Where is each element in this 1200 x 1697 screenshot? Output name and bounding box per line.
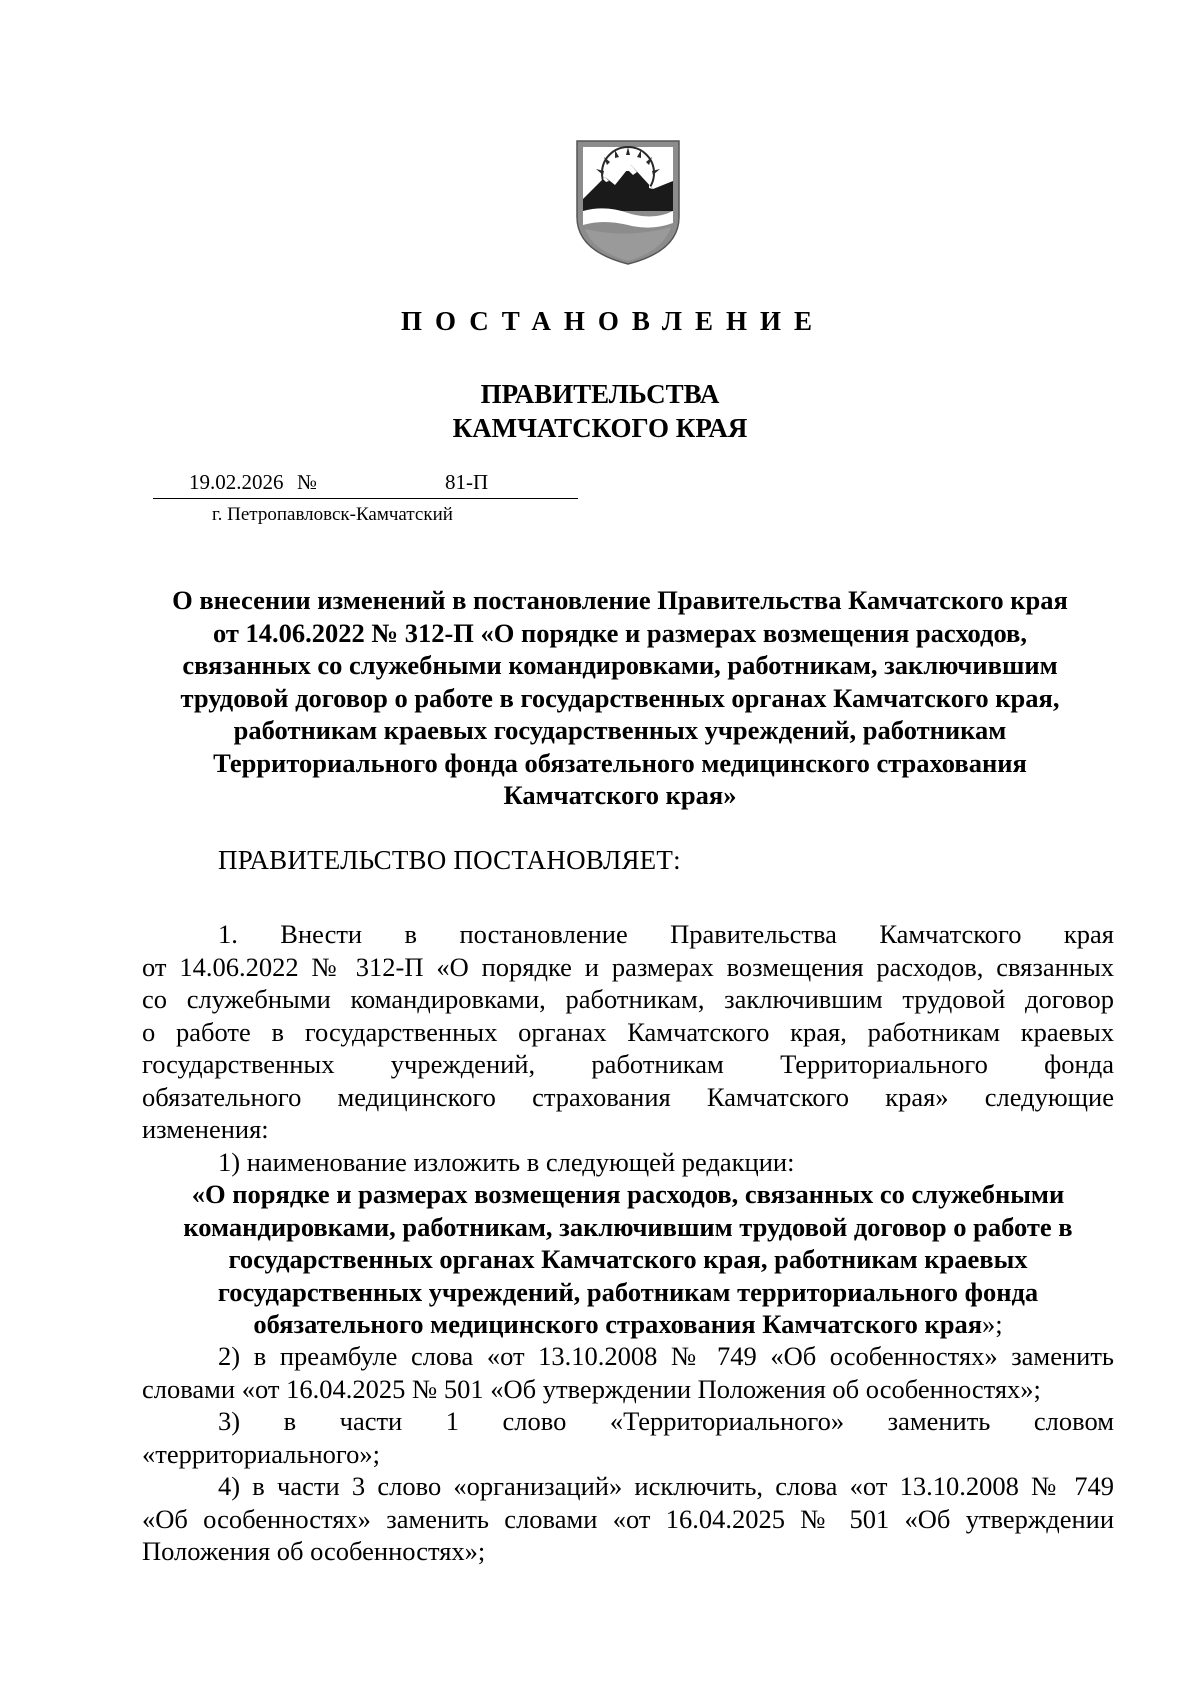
title-line: от 14.06.2022 № 312-П «О порядке и размерах возмещения расходов,	[213, 617, 1027, 648]
issuing-authority	[0, 377, 1200, 445]
title-line: работникам краевых государственных учреждений, работникам	[233, 715, 1007, 745]
title-line: связанных со служебными командировками, работникам, заключившим	[182, 650, 1058, 680]
items-2-4	[142, 1340, 1114, 1568]
new-title-block	[142, 1178, 1114, 1341]
title-line: О внесении изменений в постановление Правительства Камчатского края	[172, 585, 1068, 615]
document-type-heading: ПОСТАНОВЛЕНИЕ	[400, 306, 826, 336]
paragraph-line: 1. Внести в постановление Правительства Камчатского края	[218, 919, 1114, 949]
paragraph-line: государственных учреждений, работникам Территориального фонда	[142, 1049, 1114, 1079]
number-sign: №	[297, 470, 318, 494]
new-title-end-mark: »;	[982, 1309, 1003, 1339]
document-number: 81-П	[445, 470, 489, 494]
item-1-text: 1) наименование изложить в следующей редакции:	[218, 1146, 795, 1177]
resolves-heading: ПРАВИТЕЛЬСТВО ПОСТАНОВЛЯЕТ:	[218, 845, 681, 875]
place-of-issue: г. Петропавловск-Камчатский	[212, 504, 453, 525]
paragraph-line: о работе в государственных органах Камчатского края, работникам краевых	[142, 1016, 1114, 1047]
authority-line: ПРАВИТЕЛЬСТВА	[480, 379, 720, 409]
item-2-line: 2) в преамбуле слова «от 13.10.2008 № 749 «Об особенностях» заменить	[218, 1341, 1114, 1371]
new-title-line: «О порядке и размерах возмещения расходов, связанных со служебными	[191, 1179, 1065, 1209]
item-4-line: 4) в части 3 слово «организаций» исключить, слова «от 13.10.2008 № 749	[218, 1471, 1114, 1501]
authority-line: КАМЧАТСКОГО КРАЯ	[452, 413, 748, 443]
new-title-line: командировками, работникам, заключившим трудовой договор о работе в	[183, 1211, 1073, 1242]
paragraph-line: со служебными командировками, работникам, заключившим трудовой договор	[142, 984, 1114, 1014]
item-3-line: 3) в части 1 слово «Территориального» заменить словом	[218, 1406, 1114, 1436]
paragraph-line: обязательного медицинского страхования Камчатского края» следующие	[142, 1081, 1114, 1112]
paragraph-1	[142, 918, 1114, 1178]
item-2-line: словами «от 16.04.2025 № 501 «Об утверждении Положения об особенностях»;	[142, 1373, 1041, 1404]
new-title-line: государственных учреждений, работникам территориального фонда	[217, 1276, 1039, 1307]
paragraph-line: от 14.06.2022 № 312-П «О порядке и размерах возмещения расходов, связанных	[142, 951, 1114, 982]
new-title-line	[142, 1308, 1114, 1341]
new-title-line: государственных органах Камчатского края, работникам краевых	[228, 1244, 1028, 1274]
new-title-last-text: обязательного медицинского страхования Камчатского края	[253, 1309, 983, 1339]
kamchatka-coat-of-arms-icon	[575, 139, 681, 266]
date-number-line	[153, 470, 578, 499]
title-line: Камчатского края»	[503, 780, 737, 810]
paragraph-line: изменения:	[142, 1114, 269, 1144]
title-line: трудовой договор о работе в государственных органах Камчатского края,	[180, 682, 1060, 713]
item-4-line: Положения об особенностях»;	[142, 1536, 486, 1566]
title-line: Территориального фонда обязательного медицинского страхования	[213, 747, 1027, 778]
item-4-line: «Об особенностях» заменить словами «от 16.04.2025 № 501 «Об утверждении	[142, 1503, 1114, 1534]
item-3-line: «территориального»;	[142, 1438, 380, 1469]
document-date: 19.02.2026	[189, 470, 284, 494]
document-title	[140, 584, 1100, 812]
